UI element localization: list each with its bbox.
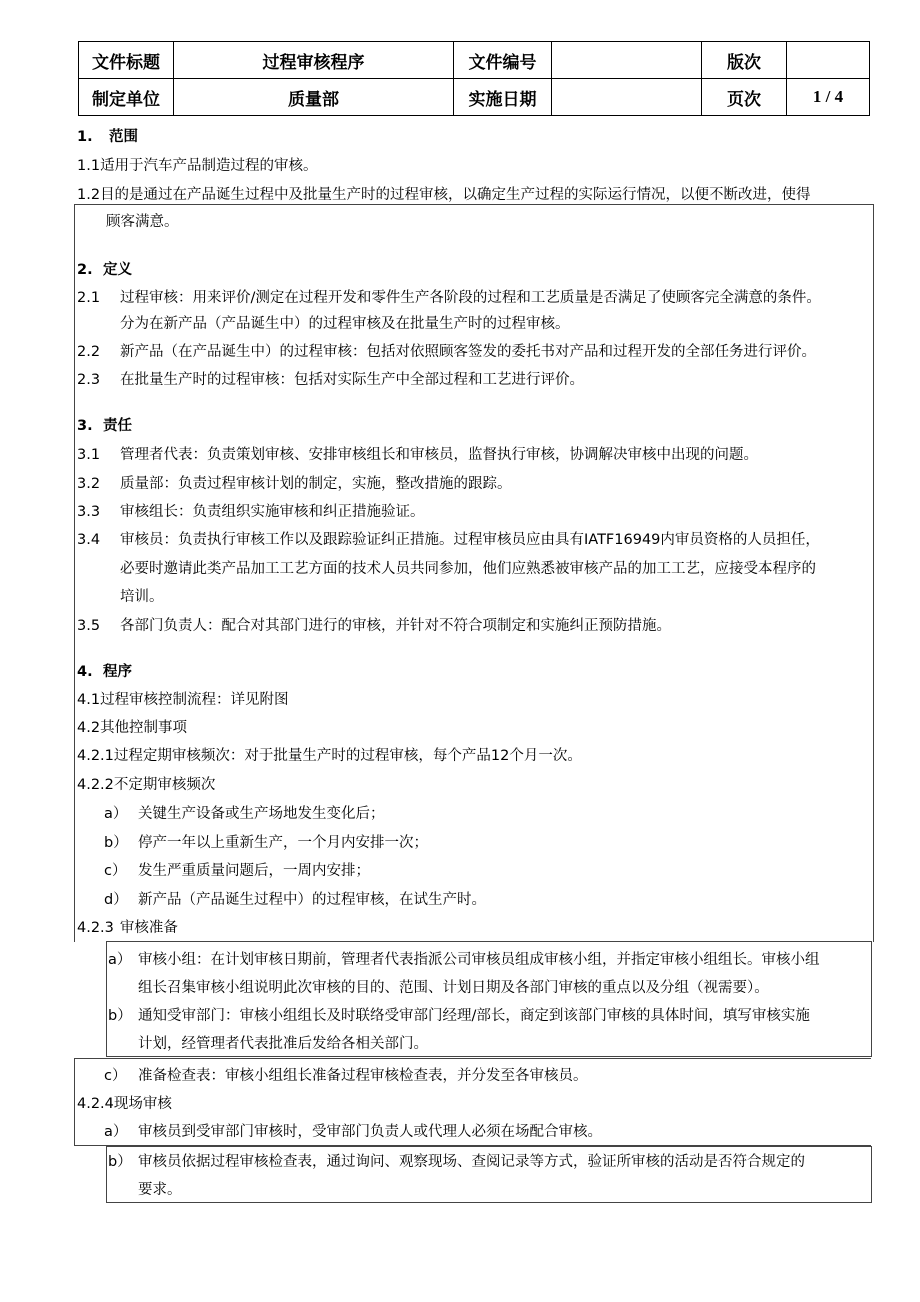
date-value (552, 79, 702, 116)
item-2-1: 2.1 过程审核：用来评价/测定在过程开发和零件生产各阶段的过程和工艺质量是否满足了使顾客完全满意的条件。 (77, 290, 821, 306)
item-4-1: 4.1过程审核控制流程：详见附图 (77, 692, 289, 708)
item-4-2-3-a-cont: 组长召集审核小组说明此次审核的目的、范围、计划日期及各部门审核的重点以及分组（视需要）。 (138, 980, 769, 996)
section-3-heading: 3. 责任 (77, 418, 132, 434)
item-4-2: 4.2其他控制事项 (77, 720, 188, 736)
date-label: 实施日期 (454, 79, 552, 116)
page-label: 页次 (702, 79, 787, 116)
page-value: 1 / 4 (787, 79, 870, 116)
item-4-2-3-a: a） 审核小组：在计划审核日期前，管理者代表指派公司审核员组成审核小组，并指定审核小组组长。审核小组 (108, 952, 820, 968)
item-3-5: 3.5 各部门负责人：配合对其部门进行的审核，并针对不符合项制定和实施纠正预防措施。 (77, 618, 671, 634)
item-4-2-4-a: a） 审核员到受审部门审核时，受审部门负责人或代理人必须在场配合审核。 (104, 1124, 602, 1140)
item-4-2-3-b-cont: 计划，经管理者代表批准后发给各相关部门。 (138, 1036, 428, 1052)
item-4-2-2-d: d） 新产品（产品诞生过程中）的过程审核，在试生产时。 (104, 892, 486, 908)
item-4-2-2: 4.2.2不定期审核频次 (77, 777, 216, 793)
item-3-1: 3.1 管理者代表：负责策划审核、安排审核组长和审核员，监督执行审核，协调解决审核中出现的问题。 (77, 447, 758, 463)
item-4-2-2-c: c） 发生严重质量问题后，一周内安排； (104, 863, 370, 879)
item-3-3: 3.3 审核组长：负责组织实施审核和纠正措施验证。 (77, 504, 425, 520)
unit-value: 质量部 (174, 79, 454, 116)
doc-no-value (552, 42, 702, 79)
item-2-1-cont: 分为在新产品（产品诞生中）的过程审核及在批量生产时的过程审核。 (120, 316, 570, 332)
item-2-3: 2.3 在批量生产时的过程审核：包括对实际生产中全部过程和工艺进行评价。 (77, 372, 584, 388)
header-row-1 (79, 42, 870, 79)
unit-label: 制定单位 (79, 79, 174, 116)
item-3-4-cont: 必要时邀请此类产品加工工艺方面的技术人员共同参加，他们应熟悉被审核产品的加工工艺，应接受本程序的 (120, 561, 816, 577)
title-label: 文件标题 (79, 42, 174, 79)
item-4-2-4-b: b） 审核员依据过程审核检查表，通过询问、观察现场、查阅记录等方式，验证所审核的活动是否符合规定的 (108, 1154, 805, 1170)
item-4-2-4-b-cont: 要求。 (138, 1182, 182, 1198)
item-1-2-cont: 顾客满意。 (106, 214, 179, 230)
item-4-2-1: 4.2.1过程定期审核频次：对于批量生产时的过程审核，每个产品12个月一次。 (77, 748, 582, 764)
item-1-1: 1.1适用于汽车产品制造过程的审核。 (77, 158, 318, 174)
item-1-2: 1.2目的是通过在产品诞生过程中及批量生产时的过程审核，以确定生产过程的实际运行情况，以便不断改进，使得 (77, 187, 811, 203)
version-value (787, 42, 870, 79)
title-value: 过程审核程序 (174, 42, 454, 79)
item-4-2-3: 4.2.3 审核准备 (77, 920, 178, 936)
item-4-2-3-c: c） 准备检查表：审核小组组长准备过程审核检查表，并分发至各审核员。 (104, 1068, 588, 1084)
item-3-4: 3.4 审核员：负责执行审核工作以及跟踪验证纠正措施。过程审核员应由具有IATF16949内审员资格的人员担任， (77, 532, 820, 548)
item-3-2: 3.2 质量部：负责过程审核计划的制定，实施，整改措施的跟踪。 (77, 476, 512, 492)
section-1-heading: 1. 范围 (77, 129, 138, 145)
header-row-2 (79, 79, 870, 116)
header-table (78, 41, 870, 116)
item-4-2-3-b: b） 通知受审部门：审核小组组长及时联络受审部门经理/部长，商定到该部门审核的具体时间，填写审核实施 (108, 1008, 810, 1024)
item-3-4-cont2: 培训。 (120, 589, 164, 605)
item-4-2-4: 4.2.4现场审核 (77, 1096, 172, 1112)
item-4-2-2-b: b） 停产一年以上重新生产，一个月内安排一次； (104, 835, 428, 851)
item-2-2: 2.2 新产品（在产品诞生中）的过程审核：包括对依照顾客签发的委托书对产品和过程开发的全部任务进行评价。 (77, 344, 816, 360)
version-label: 版次 (702, 42, 787, 79)
section-4-heading: 4. 程序 (77, 664, 132, 680)
doc-no-label: 文件编号 (454, 42, 552, 79)
section-2-heading: 2. 定义 (77, 262, 132, 278)
item-4-2-2-a: a） 关键生产设备或生产场地发生变化后； (104, 806, 385, 822)
